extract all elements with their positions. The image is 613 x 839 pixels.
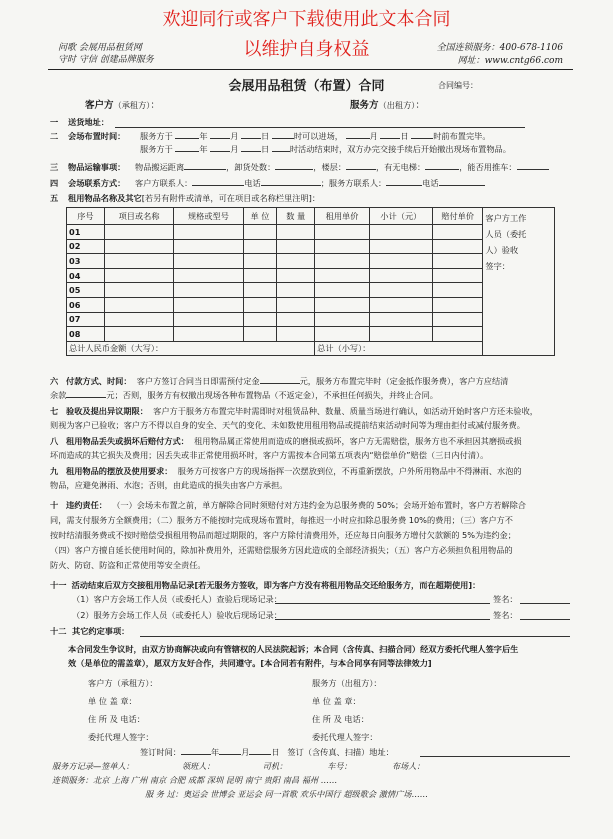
- col-header-item: 项目或名称: [104, 208, 173, 225]
- table-row: [67, 297, 555, 312]
- footer-record-plate: 车号：: [327, 761, 352, 771]
- cell[interactable]: [104, 297, 173, 312]
- signing-year-field[interactable]: [181, 754, 211, 755]
- header-left: [58, 42, 154, 66]
- s2-end-hour-field[interactable]: [272, 151, 290, 152]
- clause-6-text-3: 余款: [50, 390, 67, 400]
- cell[interactable]: [277, 225, 315, 240]
- clause-10-text-1: （一）会场未布置之前，单方解除合同时须赔付对方违约金为总服务费的 50%；会场开始布置时，客户方若解除合: [112, 500, 526, 510]
- section-5-note: [若另有附件或清单，可在项目或名称栏里注明]：: [141, 193, 321, 203]
- clause-10-text-3: 按时结清服务费或不按时赔偿受损租用物品而超过期限的，客户方除付清费用外，还应每日向服务方增付欠款额的 5%为违约金；: [50, 530, 516, 540]
- cell[interactable]: [432, 312, 482, 327]
- header-left-line-2: 守时 守信 创建品牌服务: [58, 55, 154, 65]
- s2-hour-field[interactable]: [272, 138, 294, 139]
- cell[interactable]: [104, 254, 173, 269]
- clause-8-label: 租用物品丢失或损坏后赔付方式：: [66, 436, 189, 446]
- total-lowercase[interactable]: 总计（小写）：: [315, 341, 483, 356]
- section-5-num: 五: [50, 193, 59, 203]
- s2l2-text-0: 服务方于: [140, 144, 173, 154]
- s2l2-text: 时活动结束时，双方办完交接手续后开始撤出现场布置物品。: [289, 144, 511, 154]
- section-1-label: 送货地址：: [68, 117, 109, 127]
- s2l1-day: 日: [261, 131, 270, 141]
- banner-line-1: 欢迎同行或客户下载使用此文本合同: [162, 9, 451, 30]
- cell[interactable]: [277, 254, 315, 269]
- cell[interactable]: [174, 239, 243, 254]
- s4-service-contact-label: ；服务方联系人：: [320, 178, 387, 188]
- clause-10-text-4: （四）客户方擅自延长使用时间的，除加补费用外，还需赔偿服务方因此造成的全部经济损失；（五）客户方必须担负租用物品的: [50, 545, 513, 555]
- clause-7-text-1: 客户方于服务方布置完毕时需即时对租赁品种、数量、质量当场进行确认，如活动开始时客户方还未验收，: [153, 406, 538, 416]
- s2l1-year: 年: [199, 131, 208, 141]
- cell[interactable]: [174, 327, 243, 342]
- clause-9-label: 租用物品的摆放及使用要求：: [66, 466, 173, 476]
- cell[interactable]: [315, 225, 370, 240]
- deposit-field[interactable]: [260, 383, 300, 384]
- s2-end-year-field[interactable]: [175, 151, 199, 152]
- cell[interactable]: [243, 254, 277, 269]
- party-service-label: 服务方: [350, 100, 379, 111]
- clause-12-num: 十二: [50, 626, 67, 636]
- party-customer-note: （承租方）: [113, 100, 151, 110]
- header-phone: 全国连锁服务：400-678-1106: [436, 43, 563, 53]
- cell[interactable]: [432, 297, 482, 312]
- s2l1-day2: 日: [400, 131, 409, 141]
- cell[interactable]: [315, 297, 370, 312]
- party-service: [350, 100, 425, 111]
- section-2-label: 会场布置时间：: [68, 131, 126, 141]
- row-number: 02: [67, 239, 105, 254]
- s2l1-text-0: 服务方于: [140, 131, 173, 141]
- contract-number-label: 合同编号：: [438, 81, 478, 90]
- cell[interactable]: [277, 297, 315, 312]
- section-4-num: 四: [50, 178, 59, 188]
- s3-elevator-label: ，有无电梯：: [376, 162, 426, 172]
- signing-year: 年: [210, 747, 220, 757]
- dispute-text-2: 效（是单位的需盖章），愿双方友好合作，共同遵守。[本合同若有附件，与本合同享有同等法律效力]: [68, 658, 432, 668]
- customer-signature-block: [88, 674, 158, 746]
- cell[interactable]: [104, 268, 173, 283]
- clause-9-text-2: 物品，应避免淋雨、水泡；否则，由此造成的损失由客户方承担。: [50, 480, 288, 490]
- section-2-line-2: [140, 144, 511, 155]
- s4-customer-phone-field[interactable]: [261, 185, 321, 186]
- clause-7: [50, 404, 570, 432]
- sig-left-party: 客户方（承租方）：: [88, 678, 158, 688]
- service-record-field[interactable]: [275, 619, 490, 620]
- cell[interactable]: [174, 297, 243, 312]
- cell[interactable]: [104, 239, 173, 254]
- row-number: 07: [67, 312, 105, 327]
- cell[interactable]: [369, 268, 432, 283]
- cell[interactable]: [243, 268, 277, 283]
- cell[interactable]: [277, 312, 315, 327]
- s4-customer-phone-label: 电话: [244, 178, 261, 188]
- cell[interactable]: [369, 254, 432, 269]
- table-row: [67, 254, 555, 269]
- cell[interactable]: [315, 268, 370, 283]
- clause-9: [50, 464, 570, 492]
- party-customer: [85, 100, 160, 111]
- clause-6: [50, 374, 570, 402]
- cell[interactable]: [432, 327, 482, 342]
- section-2-num: 二: [50, 131, 59, 141]
- s4-customer-contact-field[interactable]: [192, 185, 244, 186]
- row-number: 06: [67, 297, 105, 312]
- s2-year-field[interactable]: [175, 138, 199, 139]
- clause-10-label: 违约责任：: [66, 500, 107, 510]
- clause-9-text-1: 服务方可按客户方的现场指挥一次摆放到位，不再重新摆放，户外所用物品中不得淋雨、水泡的: [177, 466, 522, 476]
- s3-distance-field[interactable]: [184, 169, 226, 170]
- s2-hour2-field[interactable]: [411, 138, 433, 139]
- section-1-num: 一: [50, 117, 59, 127]
- signing-month: 月: [241, 747, 250, 757]
- table-header-row: [67, 208, 555, 225]
- clause-7-label: 验收及提出异议期限：: [66, 406, 148, 416]
- total-uppercase[interactable]: 总计人民币金额（大写）：: [67, 341, 315, 356]
- cell[interactable]: [174, 254, 243, 269]
- party-service-colon: ：: [415, 100, 425, 111]
- clause-10-num: 十: [50, 500, 59, 510]
- s3-cart-field[interactable]: [517, 169, 549, 170]
- dispute-clause: [68, 642, 573, 670]
- col-header-subtotal: 小计（元）: [369, 208, 432, 225]
- delivery-address-field[interactable]: [115, 127, 525, 128]
- table-row: [67, 283, 555, 298]
- s3-floor-field[interactable]: [346, 169, 376, 170]
- table-row: [67, 312, 555, 327]
- footer-chain-cities: 连锁服务：北京 上海 广州 南京 合肥 成都 深圳 昆明 南宁 贵阳 南昌 福州 ……: [52, 775, 338, 785]
- cell[interactable]: [369, 312, 432, 327]
- col-header-compensation: 赔付单价: [432, 208, 482, 225]
- s4-service-phone-field[interactable]: [439, 185, 485, 186]
- sign-cell-line-1: 客户方工作: [485, 213, 527, 223]
- s2-month2-field[interactable]: [346, 138, 370, 139]
- footer-record-signer: 服务方记录—签单人：: [52, 761, 134, 771]
- clause-8-text-1: 租用物品属正常使用而造成的磨损或损坏，客户方无需赔偿，服务方也不承担因其磨损或损: [194, 436, 522, 446]
- col-header-spec: 规格或型号: [174, 208, 243, 225]
- header-left-line-1: 问歌 会展用品租赁网: [58, 43, 142, 53]
- row-number: 04: [67, 268, 105, 283]
- cell[interactable]: [315, 312, 370, 327]
- cell[interactable]: [369, 283, 432, 298]
- sign-cell-line-3: 人）验收: [485, 245, 519, 255]
- sig-left-agent: 委托代理人签字：: [88, 732, 154, 742]
- s2-day2-field[interactable]: [380, 138, 400, 139]
- cell[interactable]: [243, 327, 277, 342]
- s4-service-contact-field[interactable]: [386, 185, 422, 186]
- sig-right-agent: 委托代理人签字：: [312, 732, 378, 742]
- section-3-line: [135, 162, 549, 173]
- s2l1-month: 月: [230, 131, 239, 141]
- header-website: 网址：www.cntg66.com: [457, 56, 563, 66]
- cell[interactable]: [432, 283, 482, 298]
- clause-11: [50, 578, 570, 592]
- clause-10-text-2: 同，需支付服务方全额费用；（二）服务方不能按时完成现场布置时，每推迟一小时应扣除总服务费 10%的费用；（三）客户方不: [50, 515, 513, 525]
- cell[interactable]: [174, 225, 243, 240]
- signing-date-line: [140, 747, 394, 758]
- signing-day: 日: [271, 747, 280, 757]
- header-divider: [48, 69, 573, 70]
- col-header-qty: 数 量: [277, 208, 315, 225]
- cell[interactable]: [104, 312, 173, 327]
- cell[interactable]: [432, 239, 482, 254]
- customer-record-sign-label: 签名：: [493, 594, 518, 604]
- header-right: [437, 42, 563, 68]
- clause-10-text-5: 防火、防窃、防盗和正常使用等安全责任。: [50, 560, 206, 570]
- cell[interactable]: [315, 239, 370, 254]
- signing-place-field[interactable]: [420, 756, 570, 757]
- signing-date-label: 签订时间：: [140, 747, 181, 757]
- clause-11-line-1: （1）客户方会场工作人员（或委托人）查验后现场记录：: [72, 594, 282, 604]
- customer-record-sign-field[interactable]: [520, 603, 570, 604]
- s2-day-field[interactable]: [241, 138, 261, 139]
- table-row: [67, 239, 555, 254]
- sig-right-party: 服务方（出租方）：: [312, 678, 382, 688]
- s2l1-enter: 时可以进场，: [293, 131, 343, 141]
- clause-10: [50, 498, 570, 573]
- clause-6-text-1: 客户方签订合同当日即需预付定金: [136, 376, 260, 386]
- cell[interactable]: [369, 297, 432, 312]
- cell[interactable]: [432, 268, 482, 283]
- cell[interactable]: [174, 312, 243, 327]
- signing-day-field[interactable]: [249, 754, 271, 755]
- s3-unload-label: ，卸货处数：: [226, 162, 276, 172]
- sig-left-address: 住 所 及 电话：: [88, 714, 145, 724]
- balance-field[interactable]: [66, 397, 106, 398]
- s2-end-day-field[interactable]: [241, 151, 261, 152]
- col-header-price: 租用单价: [315, 208, 370, 225]
- clause-11-line-2: （2）服务方会场工作人员（或委托人）验收后现场记录：: [72, 610, 282, 620]
- footer-served-events: 服 务 过：奥运会 世博会 亚运会 同一首歌 欢乐中国行 超级歌会 激情广场……: [145, 789, 428, 799]
- customer-sign-cell[interactable]: [483, 208, 555, 356]
- cell[interactable]: [104, 225, 173, 240]
- cell[interactable]: [243, 283, 277, 298]
- clause-8: [50, 434, 570, 462]
- party-customer-label: 客户方: [85, 100, 114, 111]
- cell[interactable]: [243, 312, 277, 327]
- party-customer-colon: ：: [150, 100, 160, 111]
- cell[interactable]: [369, 239, 432, 254]
- total-row: [67, 341, 555, 356]
- party-service-note: （出租方）: [378, 100, 416, 110]
- clause-6-text-2: 元，服务方布置完毕时（定金抵作服务费），客户方应结清: [299, 376, 509, 386]
- cell[interactable]: [277, 239, 315, 254]
- s2-month-field[interactable]: [210, 138, 230, 139]
- service-record-sign-label: 签名：: [493, 610, 518, 620]
- cell[interactable]: [315, 283, 370, 298]
- clause-11-note: [若无服务方签收，即为客户方没有将租用物品交还给服务方，而在超期使用]：: [194, 580, 481, 590]
- sign-cell-line-2: 人员（委托: [485, 229, 527, 239]
- clause-12-label: 其它约定事项：: [72, 626, 130, 636]
- table-row: [67, 225, 555, 240]
- s2l2-year: 年: [199, 144, 208, 154]
- sig-right-seal: 单 位 盖 章：: [312, 696, 361, 706]
- section-4-line: [135, 178, 485, 189]
- cell[interactable]: [432, 225, 482, 240]
- cell[interactable]: [277, 283, 315, 298]
- cell[interactable]: [432, 254, 482, 269]
- footer-record-foreman: 领班人：: [181, 761, 215, 771]
- cell[interactable]: [174, 283, 243, 298]
- s2l2-month: 月: [230, 144, 239, 154]
- cell[interactable]: [369, 327, 432, 342]
- section-5-line: [68, 193, 320, 204]
- col-header-unit: 单 位: [243, 208, 277, 225]
- clause-8-text-2: 坏而造成的其它损失及费用；因丢失或非正常使用损坏时，客户方需按本合同第五项表内“赔偿单价”赔偿（三日内付清）。: [50, 450, 489, 460]
- cell[interactable]: [104, 283, 173, 298]
- customer-record-field[interactable]: [275, 603, 490, 604]
- items-table: [66, 207, 555, 356]
- section-2-line-1: [140, 131, 491, 142]
- service-signature-block: [312, 674, 382, 746]
- s3-elevator-field[interactable]: [425, 169, 459, 170]
- cell[interactable]: [369, 225, 432, 240]
- section-3-label: 物品运输事项：: [68, 162, 126, 172]
- footer-record-line: [52, 761, 425, 772]
- table-row: [67, 327, 555, 342]
- s2l1-month2: 月: [369, 131, 378, 141]
- s4-customer-contact-label: 客户方联系人：: [135, 178, 193, 188]
- cell[interactable]: [174, 268, 243, 283]
- row-number: 01: [67, 225, 105, 240]
- signing-month-field[interactable]: [219, 754, 241, 755]
- clause-7-text-2: 则视为客户已验收；客户方不得以自身的安全、天气的变化、未如数使用租用物品或提前结束活动时间等为理由拒付或减付服务费。: [50, 420, 525, 430]
- clause-8-num: 八: [50, 436, 59, 446]
- s2-end-month-field[interactable]: [210, 151, 230, 152]
- cell[interactable]: [243, 225, 277, 240]
- footer-record-driver: 司机：: [262, 761, 288, 771]
- cell[interactable]: [315, 327, 370, 342]
- s4-service-phone-label: 电话: [422, 178, 439, 188]
- table-row: [67, 268, 555, 283]
- dispute-text-1: 本合同发生争议时，由双方协商解决或向有管辖权的人民法院起诉；本合同（含传真、扫描合同）经双方委托代理人签字后生: [68, 644, 519, 654]
- clause-9-num: 九: [50, 466, 59, 476]
- sig-right-address: 住 所 及 电话：: [312, 714, 369, 724]
- clause-7-num: 七: [50, 406, 59, 416]
- cell[interactable]: [315, 254, 370, 269]
- s3-cart-label: ，能否用推车：: [459, 162, 517, 172]
- section-3-num: 三: [50, 162, 59, 172]
- s2l2-day: 日: [261, 144, 270, 154]
- clause-11-label: 活动结束后双方交接租用物品记录: [71, 580, 195, 590]
- banner-line-2: 以维护自身权益: [243, 39, 370, 60]
- s3-floor-label: ，楼层：: [313, 162, 347, 172]
- contract-title: 会展用品租赁（布置）合同: [228, 79, 385, 94]
- row-number: 08: [67, 327, 105, 342]
- cell[interactable]: [243, 297, 277, 312]
- row-number: 05: [67, 283, 105, 298]
- col-header-no: 序号: [67, 208, 105, 225]
- section-5-label: 租用物品名称及其它: [68, 193, 142, 203]
- s3-unload-field[interactable]: [275, 169, 313, 170]
- row-number: 03: [67, 254, 105, 269]
- clause-6-num: 六: [50, 376, 59, 386]
- sign-cell-line-4: 签字：: [485, 261, 510, 271]
- signing-place-label: 签订（含传真、扫描）地址：: [287, 747, 394, 757]
- s3-distance-label: 物品搬运距离: [135, 162, 185, 172]
- cell[interactable]: [277, 327, 315, 342]
- s2l1-done: 时前布置完毕。: [433, 131, 491, 141]
- clause-6-text-4: 元；否则，服务方有权撤出现场各种布置物品（不返定金），不承担任何损失，并终止合同。: [106, 390, 438, 400]
- other-terms-field[interactable]: [140, 636, 570, 637]
- cell[interactable]: [243, 239, 277, 254]
- sig-left-seal: 单 位 盖 章：: [88, 696, 137, 706]
- clause-6-label: 付款方式、时间：: [66, 376, 132, 386]
- cell[interactable]: [277, 268, 315, 283]
- footer-record-setup: 布场人：: [391, 761, 425, 771]
- cell[interactable]: [104, 327, 173, 342]
- clause-11-num: 十一: [50, 580, 67, 590]
- section-4-label: 会场联系方式：: [68, 178, 126, 188]
- service-record-sign-field[interactable]: [520, 619, 570, 620]
